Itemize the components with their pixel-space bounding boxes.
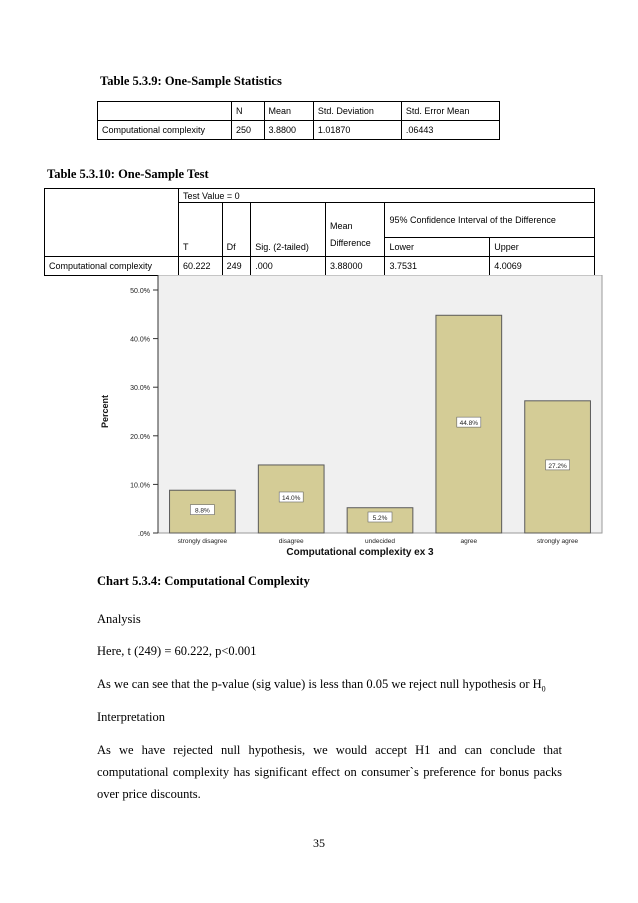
table-header-row <box>45 189 595 203</box>
table-cell: 250 <box>232 121 265 140</box>
test-value-header: Test Value = 0 <box>179 189 595 203</box>
table-cell: .06443 <box>401 121 499 140</box>
table-header-cell: Df <box>222 203 251 257</box>
reject-line <box>97 673 546 701</box>
table-cell: 60.222 <box>179 257 223 276</box>
table-header-cell <box>98 102 232 121</box>
stat-line: Here, t (249) = 60.222, p<0.001 <box>97 644 257 658</box>
data-label: 8.8% <box>194 507 210 515</box>
table1-caption: Table 5.3.9: One-Sample Statistics <box>100 74 282 88</box>
reject-text: As we can see that the p-value (sig value) is less than 0.05 we reject null hypothesis or H <box>97 677 542 691</box>
y-axis-title: Percent <box>100 394 110 429</box>
one-sample-statistics-table <box>97 101 500 140</box>
table-cell: 4.0069 <box>490 257 595 276</box>
interpretation-heading: Interpretation <box>97 710 166 724</box>
chart-caption: Chart 5.3.4: Computational Complexity <box>97 574 310 588</box>
x-tick-label: agree <box>460 538 478 545</box>
table-cell: 3.88000 <box>325 257 385 276</box>
ci-header: 95% Confidence Interval of the Difference <box>385 203 595 238</box>
x-tick-label: undecided <box>365 538 395 545</box>
table2-caption: Table 5.3.10: One-Sample Test <box>47 167 209 181</box>
table-header-cell <box>45 189 179 257</box>
table-header-cell: Upper <box>490 238 595 257</box>
page-number: 35 <box>313 836 325 850</box>
y-tick-label: 30.0% <box>130 385 150 393</box>
table-header-cell <box>325 203 385 257</box>
difference-label: Difference <box>329 238 371 248</box>
data-label: 44.8% <box>459 420 479 428</box>
table-header-cell: T <box>179 203 223 257</box>
table-header-cell: Lower <box>385 238 490 257</box>
data-label: 14.0% <box>281 494 301 502</box>
interpretation-text: As we have rejected null hypothesis, we would accept H1 and can conclude that computational complexity has significant effect on consumer`s preference for bonus packs over price discounts. <box>97 743 562 801</box>
analysis-heading: Analysis <box>97 612 141 626</box>
data-label: 27.2% <box>548 462 567 470</box>
y-tick-label: 50.0% <box>130 288 150 295</box>
table-header-cell: Std. Deviation <box>313 102 401 121</box>
y-tick-label: 10.0% <box>130 482 150 490</box>
x-tick-label: strongly agree <box>536 538 579 545</box>
table-header-cell: Mean <box>264 102 313 121</box>
x-tick-label: disagree <box>278 538 304 545</box>
table-header-cell: N <box>232 102 265 121</box>
y-tick-label: .0% <box>137 531 150 538</box>
table-cell: 1.01870 <box>313 121 401 140</box>
mean-label: Mean <box>329 221 353 231</box>
table-cell: 249 <box>222 257 251 276</box>
table-cell: 3.8800 <box>264 121 313 140</box>
table-header-row <box>98 102 500 121</box>
table-row <box>98 121 500 140</box>
y-tick-label: 20.0% <box>130 433 150 441</box>
table-row <box>45 257 595 276</box>
table-cell: Computational complexity <box>45 257 179 276</box>
table-header-cell: Std. Error Mean <box>401 102 499 121</box>
table-header-cell: Sig. (2-tailed) <box>251 203 326 257</box>
data-label: 5.2% <box>372 515 388 522</box>
x-axis-title: Computational complexity ex 3 <box>286 547 434 558</box>
x-tick-label: strongly disagree <box>177 538 228 545</box>
table-cell: 3.7531 <box>385 257 490 276</box>
bar-chart <box>90 275 610 560</box>
h0-subscript: 0 <box>541 684 546 694</box>
table-cell: Computational complexity <box>98 121 232 140</box>
table-cell: .000 <box>251 257 326 276</box>
one-sample-test-table <box>44 188 595 276</box>
y-tick-label: 40.0% <box>130 336 150 344</box>
